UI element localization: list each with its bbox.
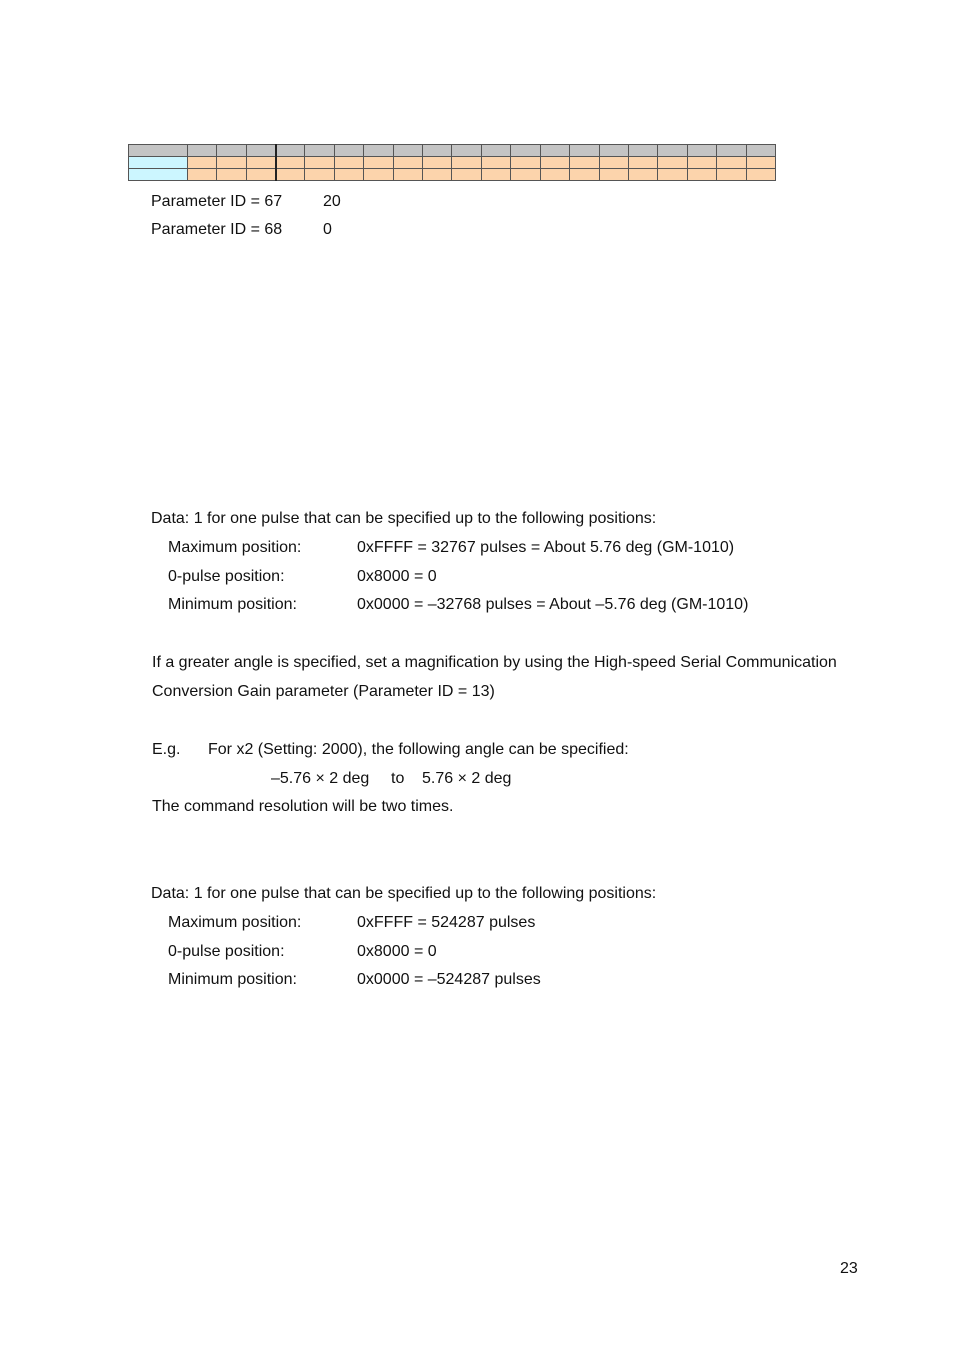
example-text: For x2 (Setting: 2000), the following angle can be specified: — [208, 741, 629, 758]
section1-zero-label: 0-pulse position: — [168, 568, 285, 585]
bit-data-cell — [364, 169, 393, 181]
bit-header-cell — [334, 145, 363, 157]
bit-data-cell — [246, 157, 275, 169]
bit-data-cell — [570, 157, 599, 169]
bit-data-cell — [334, 157, 363, 169]
resolution-note: The command resolution will be two times. — [152, 798, 454, 815]
bit-table-header-row — [129, 145, 776, 157]
section2-max-label: Maximum position: — [168, 914, 302, 931]
bit-data-cell — [187, 169, 216, 181]
section1-min-value: 0x0000 = –32768 pulses = About –5.76 deg (GM-1010) — [357, 596, 749, 613]
bit-header-cell — [658, 145, 687, 157]
bit-data-cell — [334, 169, 363, 181]
bit-data-cell — [276, 157, 305, 169]
bit-table-row — [129, 157, 776, 169]
bit-header-cell — [687, 145, 716, 157]
bit-data-cell — [423, 157, 452, 169]
bit-data-cell — [658, 157, 687, 169]
bit-header-cell — [481, 145, 510, 157]
bit-header-cell — [423, 145, 452, 157]
bit-header-cell — [217, 145, 246, 157]
bit-data-cell — [717, 169, 746, 181]
bit-data-cell — [658, 169, 687, 181]
bit-header-cell — [746, 145, 775, 157]
section2-min-value: 0x0000 = –524287 pulses — [357, 971, 541, 988]
bit-data-cell — [570, 169, 599, 181]
bit-header-cell — [187, 145, 216, 157]
bit-data-cell — [687, 157, 716, 169]
bit-data-cell — [511, 169, 540, 181]
section1-max-value: 0xFFFF = 32767 pulses = About 5.76 deg (GM-1010) — [357, 539, 735, 556]
bit-data-cell — [628, 169, 657, 181]
bit-data-cell — [452, 157, 481, 169]
bit-data-cell — [246, 169, 275, 181]
bit-data-cell — [540, 169, 569, 181]
section2-max-value: 0xFFFF = 524287 pulses — [357, 914, 536, 931]
range-to: 5.76 × 2 deg — [422, 770, 512, 787]
bit-data-cell — [540, 157, 569, 169]
bit-data-cell — [305, 157, 334, 169]
range-from: –5.76 × 2 deg — [271, 770, 370, 787]
bit-data-cell — [452, 169, 481, 181]
section2-intro: Data: 1 for one pulse that can be specified up to the following positions: — [151, 885, 657, 902]
bit-header-cell — [246, 145, 275, 157]
page-number: 23 — [840, 1260, 858, 1277]
example-label: E.g. — [152, 741, 181, 758]
bit-data-cell — [687, 169, 716, 181]
bit-table-header-label-cell — [129, 145, 188, 157]
bit-data-cell — [393, 169, 422, 181]
bit-table-label-cell — [129, 157, 188, 169]
bit-header-cell — [628, 145, 657, 157]
bit-data-cell — [511, 157, 540, 169]
param-67-value: 20 — [323, 193, 341, 210]
bit-data-cell — [364, 157, 393, 169]
bit-header-cell — [276, 145, 305, 157]
bit-header-cell — [393, 145, 422, 157]
section2-min-label: Minimum position: — [168, 971, 297, 988]
section1-zero-value: 0x8000 = 0 — [357, 568, 437, 585]
param-67-label: Parameter ID = 67 — [151, 193, 283, 210]
bit-header-cell — [599, 145, 628, 157]
bit-data-cell — [746, 169, 775, 181]
gain-paragraph-line2: Conversion Gain parameter (Parameter ID = 13) — [152, 683, 495, 700]
bit-header-cell — [570, 145, 599, 157]
section1-max-label: Maximum position: — [168, 539, 302, 556]
bit-header-cell — [305, 145, 334, 157]
bit-header-cell — [452, 145, 481, 157]
bit-data-cell — [217, 169, 246, 181]
bit-data-cell — [393, 157, 422, 169]
bit-data-cell — [423, 169, 452, 181]
bit-data-cell — [746, 157, 775, 169]
bit-header-cell — [717, 145, 746, 157]
param-68-label: Parameter ID = 68 — [151, 221, 283, 238]
param-68-value: 0 — [323, 221, 332, 238]
bit-data-cell — [481, 169, 510, 181]
bit-data-cell — [217, 157, 246, 169]
section2-zero-value: 0x8000 = 0 — [357, 943, 437, 960]
gain-paragraph-line1: If a greater angle is specified, set a magnification by using the High-speed Serial Communication — [152, 654, 837, 671]
bit-data-cell — [187, 157, 216, 169]
bit-data-cell — [717, 157, 746, 169]
bit-table-row — [129, 169, 776, 181]
section1-min-label: Minimum position: — [168, 596, 297, 613]
bit-layout-table — [128, 144, 776, 181]
range-to-word: to — [391, 770, 405, 787]
section1-intro: Data: 1 for one pulse that can be specified up to the following positions: — [151, 510, 657, 527]
bit-data-cell — [305, 169, 334, 181]
bit-data-cell — [599, 169, 628, 181]
bit-data-cell — [276, 169, 305, 181]
bit-header-cell — [540, 145, 569, 157]
section2-zero-label: 0-pulse position: — [168, 943, 285, 960]
bit-header-cell — [364, 145, 393, 157]
bit-data-cell — [628, 157, 657, 169]
bit-table-label-cell — [129, 169, 188, 181]
bit-data-cell — [481, 157, 510, 169]
bit-data-cell — [599, 157, 628, 169]
bit-header-cell — [511, 145, 540, 157]
